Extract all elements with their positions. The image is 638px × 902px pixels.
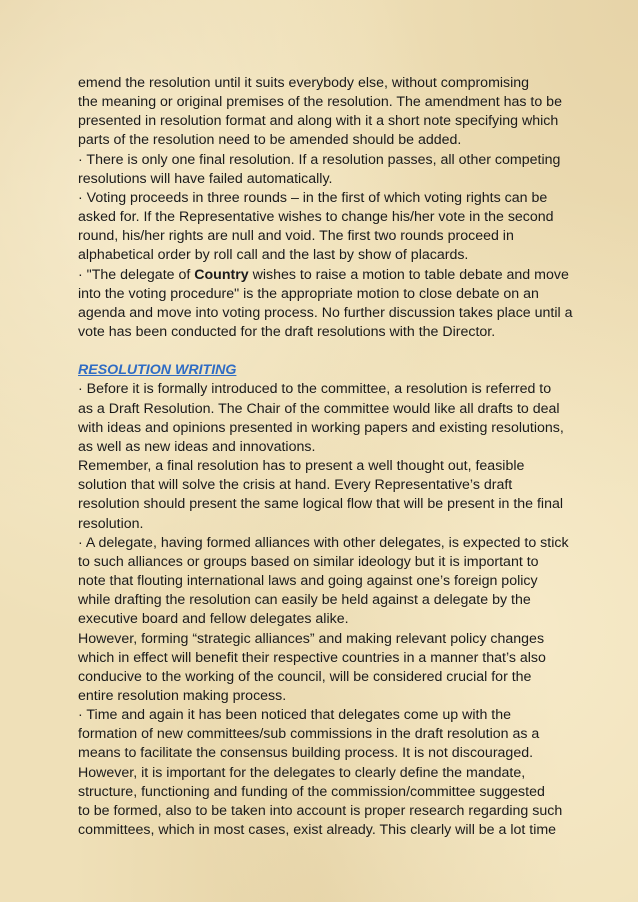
text-line: note that flouting international laws and going against one’s foreign policy (78, 573, 538, 590)
text-line: resolutions will have failed automatically. (78, 170, 333, 187)
page-body (78, 74, 573, 840)
text-line: parts of the resolution need to be amended should be added. (78, 132, 462, 149)
text-line: committees, which in most cases, exist already. This clearly will be a lot time (78, 822, 557, 839)
text-line: the meaning or original premises of the resolution. The amendment has to be (78, 94, 562, 111)
text-line: However, it is important for the delegates to clearly define the mandate, (78, 764, 526, 781)
resolution-writing-block (78, 380, 568, 840)
text-line: which in effect will benefit their respective countries in a manner that’s also (78, 649, 546, 666)
text-line: conducive to the working of the council, will be considered crucial for the (78, 668, 532, 685)
text-line: entire resolution making process. (78, 687, 287, 704)
text-line: solution that will solve the crisis at hand. Every Representative’s draft (78, 477, 513, 494)
text-line: · A delegate, having formed alliances with other delegates, is expected to stick (78, 534, 569, 551)
motion-suffix: wishes to raise a motion to table debate and move (248, 266, 569, 283)
text-line: means to facilitate the consensus building process. It is not discouraged. (78, 745, 534, 762)
text-line: to be formed, also to be taken into account is proper research regarding such (78, 802, 563, 819)
paragraph-spacer (78, 342, 568, 361)
text-line: emend the resolution until it suits everybody else, without compromising (78, 75, 530, 91)
text-line: round, his/her rights are null and void. The first two rounds proceed in (78, 228, 514, 245)
text-line: presented in resolution format and along with it a short note specifying which (78, 113, 559, 130)
text-line: alphabetical order by roll call and the last by show of placards. (78, 247, 469, 264)
text-line: asked for. If the Representative wishes to change his/her vote in the second (78, 209, 554, 226)
text-line: formation of new committees/sub commissions in the draft resolution as a (78, 726, 540, 743)
text-line: vote has been conducted for the draft resolutions with the Director. (78, 324, 496, 341)
text-line: resolution. (78, 515, 144, 532)
text-line: · There is only one final resolution. If a resolution passes, all other competing (78, 151, 561, 168)
text-line: into the voting procedure" is the appropriate motion to close debate on an (78, 285, 539, 302)
text-line: · Before it is formally introduced to the committee, a resolution is referred to (78, 381, 552, 398)
text-line: to such alliances or groups based on similar ideology but it is important to (78, 553, 539, 570)
text-line: Remember, a final resolution has to present a well thought out, feasible (78, 458, 525, 475)
text-line: executive board and fellow delegates alike. (78, 611, 349, 628)
text-line: with ideas and opinions presented in working papers and existing resolutions, (78, 419, 564, 436)
voting-rules-block (78, 74, 573, 342)
text-line: as a Draft Resolution. The Chair of the committee would like all drafts to deal (78, 400, 560, 417)
text-line: while drafting the resolution can easily be held against a delegate by the (78, 592, 531, 609)
text-line: resolution should present the same logical flow that will be present in the final (78, 496, 564, 513)
text-line: · Time and again it has been noticed that delegates come up with the (78, 707, 511, 724)
section-heading: RESOLUTION WRITING (78, 362, 237, 379)
motion-prefix: · "The delegate of (78, 266, 195, 283)
text-line: · Voting proceeds in three rounds – in the first of which voting rights can be (78, 189, 548, 206)
text-line: structure, functioning and funding of the commission/committee suggested (78, 783, 545, 800)
text-line: However, forming “strategic alliances” and making relevant policy changes (78, 630, 545, 647)
motion-line (78, 266, 568, 285)
country-placeholder: Country (194, 266, 249, 283)
text-line: as well as new ideas and innovations. (78, 438, 316, 455)
text-line: agenda and move into voting process. No further discussion takes place until a (78, 304, 573, 321)
